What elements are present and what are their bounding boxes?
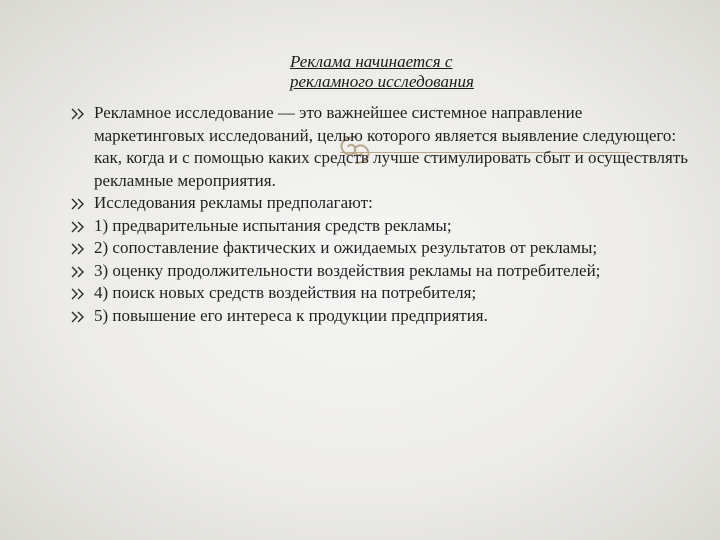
- list-item: [70, 192, 690, 215]
- double-chevron-icon: [70, 198, 86, 210]
- list-item-text: 4) поиск новых средств воздействия на потребителя;: [94, 283, 477, 302]
- list-item: [70, 215, 690, 238]
- double-chevron-icon: [70, 266, 86, 278]
- list-item-text: 2) сопоставление фактических и ожидаемых результатов от рекламы;: [94, 238, 598, 257]
- list-item: [70, 305, 690, 328]
- slide-title: [290, 52, 650, 92]
- double-chevron-icon: [70, 221, 86, 233]
- double-chevron-icon: [70, 243, 86, 255]
- list-item-text: Рекламное исследование — это важнейшее системное направление маркетинговых исследований, целью которого является выявление следующего: как, когда и с помощью каких средств лучше стимулировать сбыт и осуществлять рекламные мероприятия.: [94, 103, 689, 190]
- list-item: [70, 102, 690, 192]
- double-chevron-icon: [70, 288, 86, 300]
- list-item-text: 3) оценку продолжительности воздействия рекламы на потребителей;: [94, 260, 601, 280]
- slide-title-line-2: рекламного исследования: [290, 72, 474, 91]
- list-item-text: 5) повышение его интереса к продукции предприятия.: [94, 305, 488, 325]
- list-item-text: 1) предварительные испытания средств рекламы;: [94, 215, 452, 235]
- slide-title-line-1: Реклама начинается с: [290, 52, 453, 71]
- double-chevron-icon: [70, 311, 86, 323]
- list-item-text: Исследования рекламы предполагают:: [94, 193, 373, 212]
- list-item: [70, 282, 690, 305]
- double-chevron-icon: [70, 108, 86, 120]
- list-item: [70, 260, 690, 283]
- list-item: [70, 237, 690, 260]
- bullet-list: [70, 102, 690, 327]
